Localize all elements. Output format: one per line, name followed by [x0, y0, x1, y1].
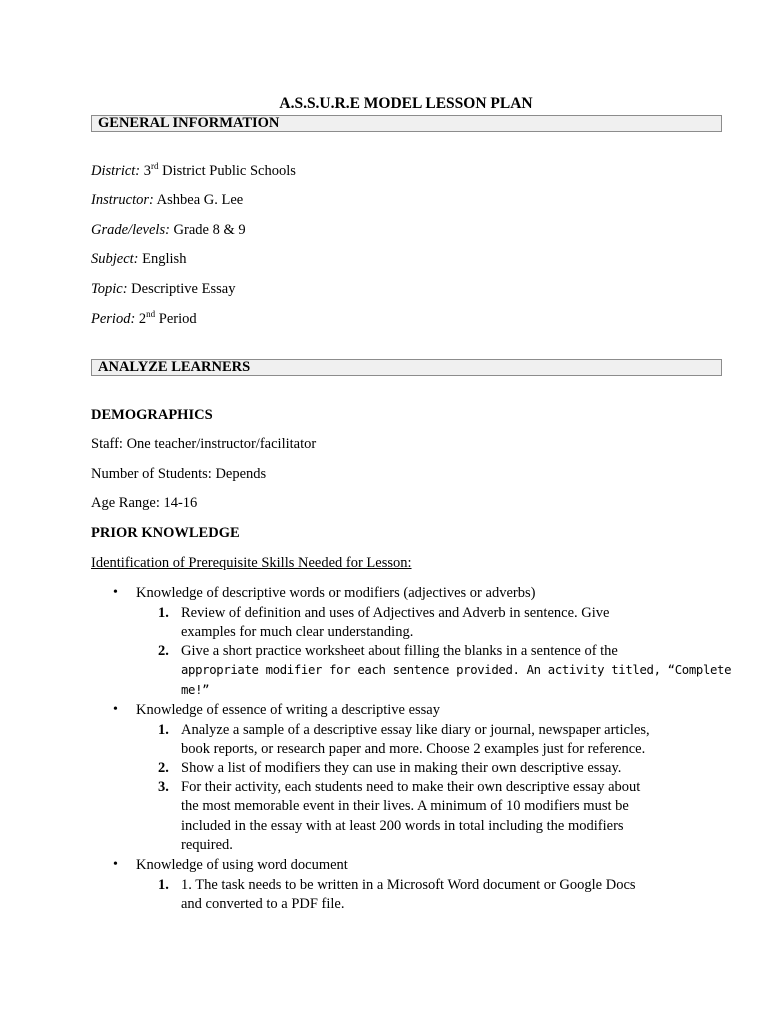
bullet-icon: • — [113, 702, 118, 717]
grade-line — [91, 221, 246, 239]
district-label: District: — [91, 163, 141, 179]
topic-value: Descriptive Essay — [127, 281, 236, 297]
list-item-line: appropriate modifier for each sentence provided. An activity titled, “Complete — [181, 663, 732, 677]
document-title: A.S.S.U.R.E MODEL LESSON PLAN — [279, 95, 533, 112]
demographics-heading: DEMOGRAPHICS — [91, 407, 213, 423]
prior-knowledge-heading: PRIOR KNOWLEDGE — [91, 525, 240, 541]
list-item-line: Analyze a sample of a descriptive essay like diary or journal, newspaper articles, — [181, 722, 650, 738]
section-heading-general: GENERAL INFORMATION — [98, 115, 280, 131]
list-item-line: book reports, or research paper and more. Choose 2 examples just for reference. — [181, 741, 646, 757]
period-label: Period: — [91, 311, 136, 327]
staff-line: Staff: One teacher/instructor/facilitator — [91, 436, 317, 452]
list-item-line: Give a short practice worksheet about filling the blanks in a sentence of the — [181, 643, 618, 659]
period-number: 2 — [135, 311, 147, 327]
students-line: Number of Students: Depends — [91, 466, 267, 482]
topic-label: Topic: — [91, 281, 128, 297]
list-number: 1. — [158, 605, 169, 621]
bullet-item-2: Knowledge of essence of writing a descriptive essay — [136, 702, 440, 718]
list-item-line: 1. The task needs to be written in a Microsoft Word document or Google Docs — [181, 877, 636, 893]
period-ordinal: nd — [146, 309, 156, 319]
instructor-value: Ashbea G. Lee — [153, 192, 244, 208]
list-item-line: the most memorable event in their lives. A minimum of 10 modifiers must be — [181, 798, 629, 814]
section-bar-general — [91, 115, 722, 132]
instructor-label: Instructor: — [91, 192, 154, 208]
district-value: District Public Schools — [158, 163, 296, 179]
list-number: 3. — [158, 779, 169, 795]
list-item-line: Show a list of modifiers they can use in making their own descriptive essay. — [181, 760, 622, 776]
district-number: 3 — [143, 163, 152, 179]
grade-label: Grade/levels: — [91, 222, 170, 238]
section-heading-analyze: ANALYZE LEARNERS — [98, 359, 251, 375]
list-number: 2. — [158, 760, 169, 776]
district-ordinal: rd — [151, 161, 159, 171]
topic-line — [91, 280, 235, 298]
period-line — [91, 310, 197, 328]
list-number: 1. — [158, 722, 169, 738]
list-item-line: and converted to a PDF file. — [181, 896, 345, 912]
prerequisite-heading: Identification of Prerequisite Skills Needed for Lesson: — [91, 555, 412, 571]
list-item-line: included in the essay with at least 200 words in total including the modifiers — [181, 818, 624, 834]
list-number: 2. — [158, 643, 169, 659]
subject-value: English — [138, 251, 187, 267]
section-bar-analyze — [91, 359, 722, 376]
period-value: Period — [155, 311, 197, 327]
list-number: 1. — [158, 877, 169, 893]
bullet-item-3: Knowledge of using word document — [136, 857, 348, 873]
list-item-line: me!” — [181, 683, 210, 697]
instructor-line — [91, 191, 243, 209]
list-item-line: For their activity, each students need to make their own descriptive essay about — [181, 779, 641, 795]
subject-line — [91, 250, 186, 268]
grade-value: Grade 8 & 9 — [169, 222, 246, 238]
district-line — [91, 162, 296, 180]
bullet-icon: • — [113, 585, 118, 600]
list-item-line: Review of definition and uses of Adjectives and Adverb in sentence. Give — [181, 605, 610, 621]
bullet-item-1: Knowledge of descriptive words or modifiers (adjectives or adverbs) — [136, 585, 536, 601]
bullet-icon: • — [113, 857, 118, 872]
list-item-line: required. — [181, 837, 233, 853]
list-item-line: examples for much clear understanding. — [181, 624, 414, 640]
age-line: Age Range: 14-16 — [91, 495, 198, 511]
subject-label: Subject: — [91, 251, 139, 267]
